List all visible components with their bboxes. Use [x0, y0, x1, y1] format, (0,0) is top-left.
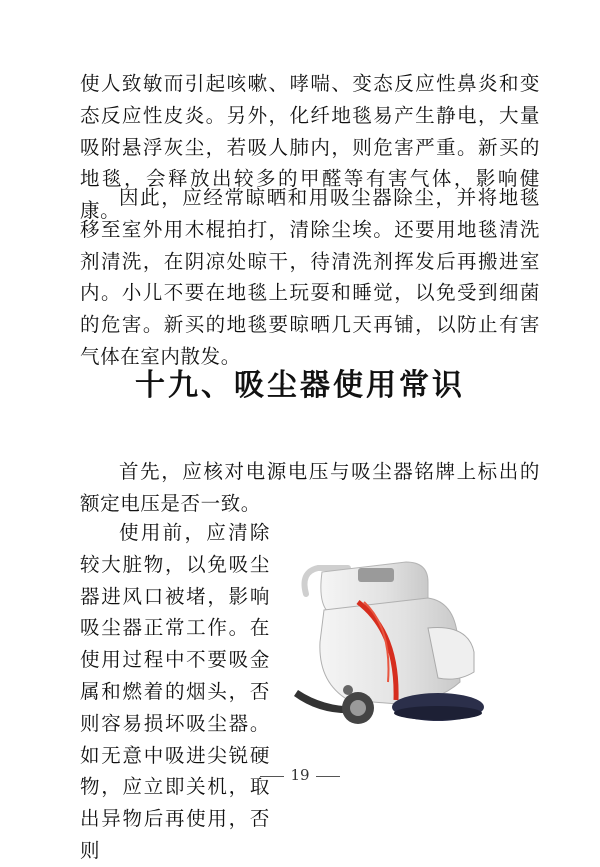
paragraph-4: 使用前，应清除较大脏物，以免吸尘器进风口被堵，影响吸尘器正常工作。在使用过程中不要吸金属和燃着的烟头，否则容易损坏吸尘器。如无意中吸进尖锐硬物，应立即关机，取出异物后再使用，否则 — [80, 521, 270, 862]
page-footer — [0, 766, 600, 784]
paragraph-1: 使人致敏而引起咳嗽、哮喘、变态反应性鼻炎和变态反应性皮炎。另外，化纤地毯易产生静电，大量吸附悬浮灰尘，若吸人肺内，则危害严重。新买的地毯，会释放出较多的甲醛等有害气体，影响健康。 — [80, 72, 540, 223]
footer-dash-left — [260, 776, 284, 777]
footer-dash-right — [316, 776, 340, 777]
floor-scrubber-image — [288, 532, 516, 760]
section-heading: 十九、吸尘器使用常识 — [135, 368, 465, 403]
paragraph-3: 首先，应核对电源电压与吸尘器铭牌上标出的额定电压是否一致。 — [80, 460, 540, 515]
paragraph-2: 因此，应经常晾晒和用吸尘器除尘，并将地毯移至室外用木棍拍打，清除尘埃。还要用地毯清洗剂清洗，在阴凉处晾干，待清洗剂挥发后再搬进室内。小儿不要在地毯上玩耍和睡觉，以免受到细菌的危害。新买的地毯要晾晒几天再铺，以防止有害气体在室内散发。 — [80, 186, 540, 368]
page-number: 19 — [290, 766, 310, 784]
